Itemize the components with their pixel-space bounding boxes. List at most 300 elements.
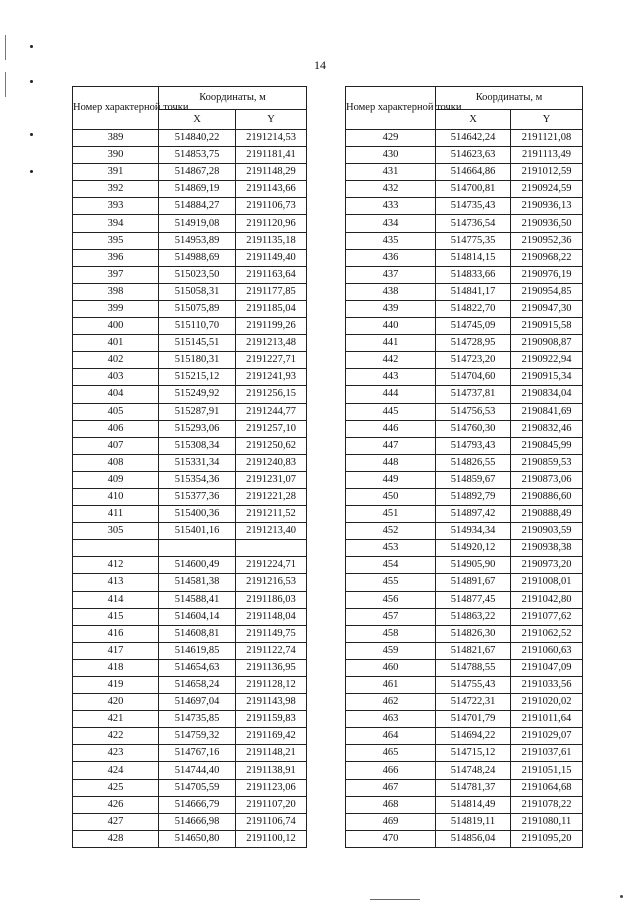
y-coordinate-cell: 2191159,83 xyxy=(236,711,307,728)
margin-mark xyxy=(5,35,6,60)
table-row xyxy=(73,677,307,694)
point-number-cell: 468 xyxy=(346,796,436,813)
y-coordinate-cell: 2191100,12 xyxy=(236,830,307,847)
x-coordinate-cell: 514581,38 xyxy=(159,574,236,591)
x-coordinate-cell: 514715,12 xyxy=(436,745,511,762)
y-coordinate-cell: 2190954,85 xyxy=(511,283,583,300)
table-row xyxy=(346,659,583,676)
y-coordinate-cell: 2191128,12 xyxy=(236,677,307,694)
y-coordinate-cell: 2191213,48 xyxy=(236,335,307,352)
y-coordinate-cell: 2191214,53 xyxy=(236,130,307,147)
y-coordinate-cell: 2191163,64 xyxy=(236,266,307,283)
point-number-cell: 469 xyxy=(346,813,436,830)
point-number-cell: 461 xyxy=(346,677,436,694)
point-number-cell: 426 xyxy=(73,796,159,813)
x-column-header: X xyxy=(436,110,511,130)
point-number-cell: 399 xyxy=(73,300,159,317)
point-number-cell: 450 xyxy=(346,488,436,505)
point-number-cell: 417 xyxy=(73,642,159,659)
y-coordinate-cell: 2191122,74 xyxy=(236,642,307,659)
y-coordinate-cell: 2190952,36 xyxy=(511,232,583,249)
y-coordinate-cell: 2191148,29 xyxy=(236,164,307,181)
table-row xyxy=(346,523,583,540)
table-row xyxy=(73,608,307,625)
table-row xyxy=(73,813,307,830)
x-coordinate-cell: 514642,24 xyxy=(436,130,511,147)
y-coordinate-cell: 2191106,74 xyxy=(236,813,307,830)
table-row xyxy=(346,642,583,659)
point-number-cell: 419 xyxy=(73,677,159,694)
table-row xyxy=(73,318,307,335)
x-coordinate-cell: 514833,66 xyxy=(436,266,511,283)
y-coordinate-cell: 2191062,52 xyxy=(511,625,583,642)
y-coordinate-cell: 2190888,49 xyxy=(511,506,583,523)
y-coordinate-cell: 2191148,04 xyxy=(236,608,307,625)
y-coordinate-cell: 2190938,38 xyxy=(511,540,583,557)
x-coordinate-cell: 514700,81 xyxy=(436,181,511,198)
point-number-cell: 396 xyxy=(73,249,159,266)
table-row xyxy=(73,266,307,283)
x-coordinate-cell: 514694,22 xyxy=(436,728,511,745)
table-row xyxy=(346,369,583,386)
y-coordinate-cell: 2191199,26 xyxy=(236,318,307,335)
x-coordinate-cell: 514891,67 xyxy=(436,574,511,591)
y-column-header: Y xyxy=(236,110,307,130)
y-coordinate-cell: 2190873,06 xyxy=(511,471,583,488)
table-row xyxy=(346,232,583,249)
margin-dot xyxy=(30,170,33,173)
table-row xyxy=(346,266,583,283)
point-number-cell: 403 xyxy=(73,369,159,386)
table-row xyxy=(73,557,307,574)
table-row xyxy=(346,796,583,813)
y-coordinate-cell: 2191143,98 xyxy=(236,694,307,711)
x-coordinate-cell: 515023,50 xyxy=(159,266,236,283)
x-coordinate-cell: 514814,15 xyxy=(436,249,511,266)
table-row xyxy=(73,830,307,847)
point-number-cell: 400 xyxy=(73,318,159,335)
table-body xyxy=(346,130,583,848)
point-number-cell: 464 xyxy=(346,728,436,745)
coordinates-table-right xyxy=(345,86,583,848)
point-number-cell: 459 xyxy=(346,642,436,659)
x-coordinate-cell: 514600,49 xyxy=(159,557,236,574)
table-row xyxy=(346,437,583,454)
table-row xyxy=(346,745,583,762)
point-number-cell: 404 xyxy=(73,386,159,403)
point-number-cell: 442 xyxy=(346,352,436,369)
point-number-cell: 412 xyxy=(73,557,159,574)
point-number-cell: 434 xyxy=(346,215,436,232)
y-coordinate-cell: 2190832,46 xyxy=(511,420,583,437)
x-coordinate-cell: 514728,95 xyxy=(436,335,511,352)
x-coordinate-cell: 514756,53 xyxy=(436,403,511,420)
point-number-header: Номер характерной точки xyxy=(73,87,159,130)
table-row xyxy=(73,471,307,488)
corner-dot xyxy=(620,895,623,898)
point-number-cell: 402 xyxy=(73,352,159,369)
point-number-cell: 445 xyxy=(346,403,436,420)
x-coordinate-cell: 514775,35 xyxy=(436,232,511,249)
table-row xyxy=(346,813,583,830)
point-number-cell: 463 xyxy=(346,711,436,728)
point-number-cell: 392 xyxy=(73,181,159,198)
point-number-cell: 466 xyxy=(346,762,436,779)
y-coordinate-cell: 2190936,13 xyxy=(511,198,583,215)
y-coordinate-cell: 2190841,69 xyxy=(511,403,583,420)
x-coordinate-cell: 514856,04 xyxy=(436,830,511,847)
y-coordinate-cell: 2191244,77 xyxy=(236,403,307,420)
y-coordinate-cell: 2191240,83 xyxy=(236,454,307,471)
x-coordinate-cell: 514869,19 xyxy=(159,181,236,198)
x-coordinate-cell: 514654,63 xyxy=(159,659,236,676)
x-coordinate-cell xyxy=(159,540,236,557)
table-row xyxy=(73,403,307,420)
table-row xyxy=(346,454,583,471)
y-coordinate-cell: 2191138,91 xyxy=(236,762,307,779)
point-number-cell: 449 xyxy=(346,471,436,488)
y-coordinate-cell: 2191231,07 xyxy=(236,471,307,488)
point-number-cell: 401 xyxy=(73,335,159,352)
y-coordinate-cell: 2190859,53 xyxy=(511,454,583,471)
table-row xyxy=(346,198,583,215)
table-row xyxy=(73,796,307,813)
table-row xyxy=(73,694,307,711)
y-coordinate-cell: 2191051,15 xyxy=(511,762,583,779)
x-coordinate-cell: 515249,92 xyxy=(159,386,236,403)
y-coordinate-cell: 2191221,28 xyxy=(236,488,307,505)
coordinates-table-left xyxy=(72,86,307,848)
point-number-cell: 390 xyxy=(73,147,159,164)
x-coordinate-cell: 514953,89 xyxy=(159,232,236,249)
y-coordinate-cell: 2191169,42 xyxy=(236,728,307,745)
table-row xyxy=(73,232,307,249)
x-coordinate-cell: 514863,22 xyxy=(436,608,511,625)
point-number-cell: 454 xyxy=(346,557,436,574)
point-number-cell: 413 xyxy=(73,574,159,591)
y-coordinate-cell: 2191186,03 xyxy=(236,591,307,608)
y-coordinate-cell: 2190834,04 xyxy=(511,386,583,403)
table-row xyxy=(73,352,307,369)
x-coordinate-cell: 514877,45 xyxy=(436,591,511,608)
table-row xyxy=(73,454,307,471)
x-coordinate-cell: 514666,98 xyxy=(159,813,236,830)
x-coordinate-cell: 514735,85 xyxy=(159,711,236,728)
point-number-cell: 391 xyxy=(73,164,159,181)
point-number-cell: 427 xyxy=(73,813,159,830)
x-column-header: X xyxy=(159,110,236,130)
x-coordinate-cell: 514788,55 xyxy=(436,659,511,676)
table-row xyxy=(73,420,307,437)
x-coordinate-cell: 514735,43 xyxy=(436,198,511,215)
table-row xyxy=(346,386,583,403)
y-coordinate-cell: 2191213,40 xyxy=(236,523,307,540)
coordinates-header: Координаты, м xyxy=(436,87,583,110)
point-number-cell: 431 xyxy=(346,164,436,181)
point-number-cell: 411 xyxy=(73,506,159,523)
y-coordinate-cell: 2190886,60 xyxy=(511,488,583,505)
x-coordinate-cell: 514781,37 xyxy=(436,779,511,796)
point-number-cell: 460 xyxy=(346,659,436,676)
margin-dot xyxy=(30,80,33,83)
x-coordinate-cell: 514919,08 xyxy=(159,215,236,232)
y-coordinate-cell: 2191080,11 xyxy=(511,813,583,830)
table-row xyxy=(346,830,583,847)
x-coordinate-cell: 514704,60 xyxy=(436,369,511,386)
x-coordinate-cell: 514821,67 xyxy=(436,642,511,659)
point-number-cell: 429 xyxy=(346,130,436,147)
coordinates-header: Координаты, м xyxy=(159,87,307,110)
x-coordinate-cell: 514748,24 xyxy=(436,762,511,779)
x-coordinate-cell: 515400,36 xyxy=(159,506,236,523)
x-coordinate-cell: 514745,09 xyxy=(436,318,511,335)
table-row xyxy=(73,762,307,779)
table-row xyxy=(346,694,583,711)
y-coordinate-cell: 2191121,08 xyxy=(511,130,583,147)
y-coordinate-cell: 2190976,19 xyxy=(511,266,583,283)
table-row xyxy=(346,215,583,232)
x-coordinate-cell: 514826,30 xyxy=(436,625,511,642)
x-coordinate-cell: 514736,54 xyxy=(436,215,511,232)
point-number-cell: 432 xyxy=(346,181,436,198)
point-number-cell: 455 xyxy=(346,574,436,591)
table-row xyxy=(346,181,583,198)
x-coordinate-cell: 514767,16 xyxy=(159,745,236,762)
table-row xyxy=(73,249,307,266)
table-row xyxy=(73,215,307,232)
table-row xyxy=(73,659,307,676)
x-coordinate-cell: 515331,34 xyxy=(159,454,236,471)
x-coordinate-cell: 514760,30 xyxy=(436,420,511,437)
table-row xyxy=(346,130,583,147)
point-number-cell: 443 xyxy=(346,369,436,386)
y-coordinate-cell: 2190908,87 xyxy=(511,335,583,352)
point-number-cell: 447 xyxy=(346,437,436,454)
x-coordinate-cell: 514608,81 xyxy=(159,625,236,642)
point-number-header: Номер характерной точки xyxy=(346,87,436,130)
table-row xyxy=(346,677,583,694)
point-number-cell: 453 xyxy=(346,540,436,557)
x-coordinate-cell: 515377,36 xyxy=(159,488,236,505)
page-number: 14 xyxy=(314,58,326,72)
point-number-cell: 416 xyxy=(73,625,159,642)
point-number-cell: 441 xyxy=(346,335,436,352)
table-row xyxy=(346,352,583,369)
table-row xyxy=(346,249,583,266)
table-row xyxy=(73,591,307,608)
table-row xyxy=(346,300,583,317)
point-number-cell: 428 xyxy=(73,830,159,847)
point-number-cell: 451 xyxy=(346,506,436,523)
table-row xyxy=(346,506,583,523)
x-coordinate-cell: 514897,42 xyxy=(436,506,511,523)
table-row xyxy=(73,147,307,164)
table-row xyxy=(73,779,307,796)
x-coordinate-cell: 514744,40 xyxy=(159,762,236,779)
point-number-cell: 462 xyxy=(346,694,436,711)
point-number-cell: 433 xyxy=(346,198,436,215)
x-coordinate-cell: 514759,32 xyxy=(159,728,236,745)
y-coordinate-cell: 2191037,61 xyxy=(511,745,583,762)
table-row xyxy=(73,574,307,591)
x-coordinate-cell: 514859,67 xyxy=(436,471,511,488)
y-coordinate-cell: 2191120,96 xyxy=(236,215,307,232)
footer-line xyxy=(370,899,420,900)
x-coordinate-cell: 514604,14 xyxy=(159,608,236,625)
x-coordinate-cell: 514701,79 xyxy=(436,711,511,728)
table-row xyxy=(346,283,583,300)
point-number-cell: 465 xyxy=(346,745,436,762)
y-coordinate-cell: 2191256,15 xyxy=(236,386,307,403)
y-coordinate-cell: 2190924,59 xyxy=(511,181,583,198)
x-coordinate-cell: 514822,70 xyxy=(436,300,511,317)
point-number-cell: 409 xyxy=(73,471,159,488)
table-row xyxy=(73,540,307,557)
y-coordinate-cell: 2191241,93 xyxy=(236,369,307,386)
y-coordinate-cell: 2191135,18 xyxy=(236,232,307,249)
y-coordinate-cell: 2190915,34 xyxy=(511,369,583,386)
x-coordinate-cell: 514722,31 xyxy=(436,694,511,711)
table-row xyxy=(73,488,307,505)
x-coordinate-cell: 515401,16 xyxy=(159,523,236,540)
x-coordinate-cell: 514588,41 xyxy=(159,591,236,608)
y-coordinate-cell: 2191149,40 xyxy=(236,249,307,266)
table-row xyxy=(346,557,583,574)
point-number-cell: 415 xyxy=(73,608,159,625)
point-number-cell: 305 xyxy=(73,523,159,540)
table-row xyxy=(346,420,583,437)
table-row xyxy=(346,779,583,796)
y-coordinate-cell: 2191148,21 xyxy=(236,745,307,762)
table-row xyxy=(346,164,583,181)
y-coordinate-cell: 2191185,04 xyxy=(236,300,307,317)
point-number-cell: 424 xyxy=(73,762,159,779)
y-coordinate-cell: 2190922,94 xyxy=(511,352,583,369)
point-number-cell: 448 xyxy=(346,454,436,471)
x-coordinate-cell: 514920,12 xyxy=(436,540,511,557)
margin-mark xyxy=(5,72,6,97)
point-number-cell: 420 xyxy=(73,694,159,711)
x-coordinate-cell: 514705,59 xyxy=(159,779,236,796)
point-number-cell: 457 xyxy=(346,608,436,625)
point-number-cell: 467 xyxy=(346,779,436,796)
y-coordinate-cell: 2191250,62 xyxy=(236,437,307,454)
point-number-cell: 438 xyxy=(346,283,436,300)
x-coordinate-cell: 514619,85 xyxy=(159,642,236,659)
table-row xyxy=(73,506,307,523)
x-coordinate-cell: 514934,34 xyxy=(436,523,511,540)
y-coordinate-cell: 2191029,07 xyxy=(511,728,583,745)
table-row xyxy=(346,540,583,557)
y-coordinate-cell: 2191143,66 xyxy=(236,181,307,198)
x-coordinate-cell: 514884,27 xyxy=(159,198,236,215)
point-number-cell: 437 xyxy=(346,266,436,283)
point-number-cell: 410 xyxy=(73,488,159,505)
point-number-cell: 425 xyxy=(73,779,159,796)
table-row xyxy=(346,488,583,505)
x-coordinate-cell: 514841,17 xyxy=(436,283,511,300)
x-coordinate-cell: 515308,34 xyxy=(159,437,236,454)
y-coordinate-cell: 2191008,01 xyxy=(511,574,583,591)
table-row xyxy=(73,181,307,198)
point-number-cell: 439 xyxy=(346,300,436,317)
table-row xyxy=(346,574,583,591)
table-row xyxy=(346,591,583,608)
point-number-cell: 408 xyxy=(73,454,159,471)
table-row xyxy=(346,625,583,642)
point-number-cell: 394 xyxy=(73,215,159,232)
point-number-cell: 422 xyxy=(73,728,159,745)
point-number-cell: 452 xyxy=(346,523,436,540)
margin-dot xyxy=(30,133,33,136)
y-coordinate-cell: 2191042,80 xyxy=(511,591,583,608)
point-number-cell: 458 xyxy=(346,625,436,642)
y-coordinate-cell: 2191149,75 xyxy=(236,625,307,642)
y-coordinate-cell: 2191060,63 xyxy=(511,642,583,659)
point-number-cell: 430 xyxy=(346,147,436,164)
y-coordinate-cell: 2190903,59 xyxy=(511,523,583,540)
y-coordinate-cell: 2191113,49 xyxy=(511,147,583,164)
y-coordinate-cell xyxy=(236,540,307,557)
x-coordinate-cell: 515180,31 xyxy=(159,352,236,369)
x-coordinate-cell: 514755,43 xyxy=(436,677,511,694)
y-coordinate-cell: 2191064,68 xyxy=(511,779,583,796)
point-number-cell: 418 xyxy=(73,659,159,676)
table-row xyxy=(73,745,307,762)
point-number-cell: 446 xyxy=(346,420,436,437)
x-coordinate-cell: 514867,28 xyxy=(159,164,236,181)
table-row xyxy=(73,642,307,659)
x-coordinate-cell: 514737,81 xyxy=(436,386,511,403)
table-row xyxy=(73,386,307,403)
y-coordinate-cell: 2191224,71 xyxy=(236,557,307,574)
x-coordinate-cell: 515354,36 xyxy=(159,471,236,488)
point-number-cell: 444 xyxy=(346,386,436,403)
y-coordinate-cell: 2191011,64 xyxy=(511,711,583,728)
x-coordinate-cell: 514819,11 xyxy=(436,813,511,830)
point-number-cell xyxy=(73,540,159,557)
y-coordinate-cell: 2191020,02 xyxy=(511,694,583,711)
point-number-cell: 440 xyxy=(346,318,436,335)
x-coordinate-cell: 514840,22 xyxy=(159,130,236,147)
table-row xyxy=(346,728,583,745)
x-coordinate-cell: 514793,43 xyxy=(436,437,511,454)
point-number-cell: 436 xyxy=(346,249,436,266)
margin-dot xyxy=(30,45,33,48)
x-coordinate-cell: 514650,80 xyxy=(159,830,236,847)
y-coordinate-cell: 2190915,58 xyxy=(511,318,583,335)
table-row xyxy=(73,300,307,317)
x-coordinate-cell: 514697,04 xyxy=(159,694,236,711)
point-number-cell: 397 xyxy=(73,266,159,283)
point-number-cell: 406 xyxy=(73,420,159,437)
table-row xyxy=(73,130,307,147)
table-row xyxy=(73,625,307,642)
y-column-header: Y xyxy=(511,110,583,130)
table-row xyxy=(73,198,307,215)
x-coordinate-cell: 514892,79 xyxy=(436,488,511,505)
point-number-cell: 470 xyxy=(346,830,436,847)
point-number-cell: 435 xyxy=(346,232,436,249)
table-row xyxy=(73,437,307,454)
table-row xyxy=(73,728,307,745)
y-coordinate-cell: 2191107,20 xyxy=(236,796,307,813)
x-coordinate-cell: 515293,06 xyxy=(159,420,236,437)
table-row xyxy=(346,147,583,164)
x-coordinate-cell: 514988,69 xyxy=(159,249,236,266)
table-row xyxy=(73,283,307,300)
table-row xyxy=(346,608,583,625)
